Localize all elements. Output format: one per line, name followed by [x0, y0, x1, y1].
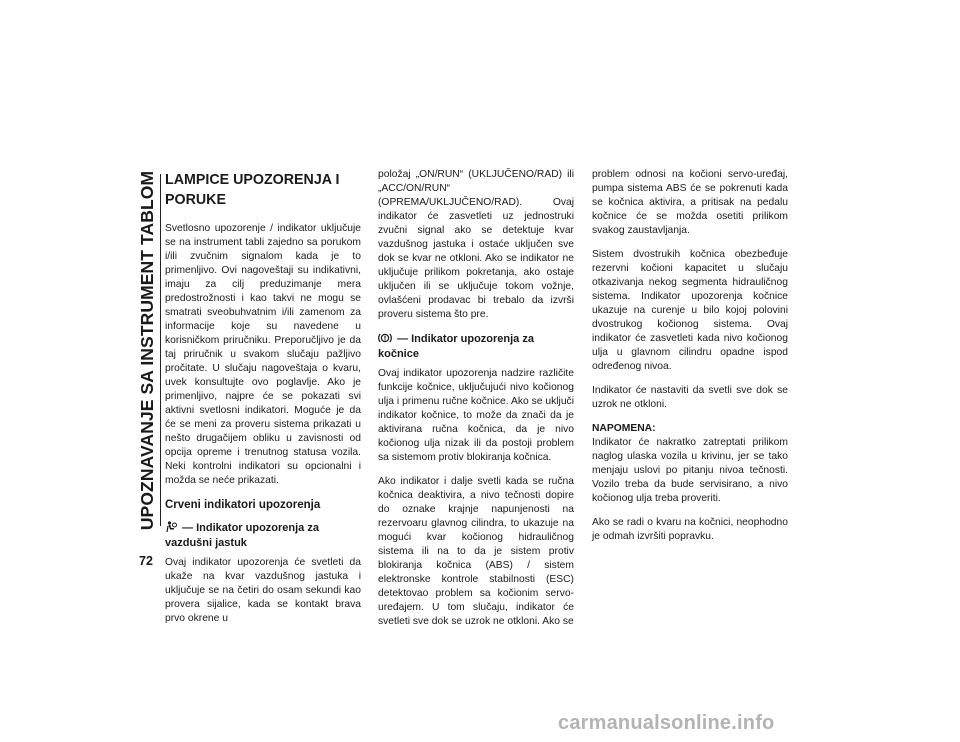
intro-paragraph: Svetlosno upozorenje / indikator uključuje se na instrument tabli zajedno sa porukom i/ili zvučnim signalom kada je to primenljivo. Ovi nagoveštaji su indikativni, imaju za cilj preduzimanje mera predostrožnosti i kao takvi ne mogu se smatrati sveobuhvatnim i/ili zamenom za informacije koje su navedene u korisničkom priručniku. Preporučljivo je da taj priručnik u svakom slučaju pažljivo pročitate. U slučaju nagoveštaja o kvaru, uvek konsultujte ovo poglavlje. Ako je primenljivo, najpre će se pokazati svi aktivni svetlosni indikatori. Moguće je da će se meni za proveru sistema prikazati u nešto drugačijem obliku u zavisnosti od opcija opreme i trenutnog statusa vozila. Neki kontrolni indikatori su opcionalni i možda se neće prikazati.: [165, 223, 361, 486]
column-1: [165, 168, 361, 636]
brake-indicator-heading: [378, 332, 574, 361]
main-heading: LAMPICE UPOZORENJA I PORUKE: [165, 171, 340, 208]
brake-warning-icon: [378, 332, 392, 344]
airbag-icon: [165, 521, 177, 533]
column-3: [592, 168, 788, 554]
watermark: carmanualsonline.info: [558, 712, 775, 734]
airbag-indicator-heading-text: — Indikator upozorenja za vazdušni jastuk: [165, 522, 319, 549]
repair-paragraph: Ako se radi o kvaru na kočnici, neophodno je odmah izvršiti popravku.: [592, 517, 788, 542]
red-indicators-heading: Crveni indikatori upozorenja: [165, 499, 321, 511]
airbag-continuation-paragraph: položaj „ON/RUN“ (UKLJUČENO/RAD) ili „ACC/ON/RUN“ (OPREMA/UKLJUČENO/RAD). Ovaj indikator će zasvetleti uz jednostruki zvučni signal ako se detektuje kvar vazdušnog jastuka i ostaće uključen sve dok se kvar ne otkloni. Ako se indikator ne uključuje prilikom pokretanja, ako ostaje uključen ili se uključuje tokom vožnje, ovlašćeni prodavac bi trebalo da izvrši proveru sistema što pre.: [378, 169, 574, 320]
note-block: [592, 422, 788, 506]
section-side-title: [136, 172, 160, 528]
section-side-title-text: UPOZNAVANJE SA INSTRUMENT TABLOM: [137, 170, 158, 530]
brake-paragraph-1: Ovaj indikator upozorenja nadzire različite funkcije kočnice, uključujući nivo kočionog ulja i primenu ručne kočnice. Ako se uključi indikator kočnice, to može da znači da je aktivirana ručna kočnica, da je nivo kočionog ulja nizak ili da postoji problem sa sistemom protiv blokiranja kočnica.: [378, 368, 574, 463]
brake-indicator-heading-text: — Indikator upozorenja za kočnice: [378, 333, 534, 360]
note-text: Indikator će nakratko zatreptati prilikom naglog ulaska vozila u krivinu, jer se tako menjaju uslovi po pitanju nivoa tečnosti. Vozilo treba da bude servisirano, a nivo kočionog ulja treba proveriti.: [592, 437, 788, 504]
airbag-indicator-heading: [165, 521, 361, 550]
side-divider: [160, 174, 161, 526]
note-label: NAPOMENA:: [592, 423, 656, 434]
column-2: [378, 168, 574, 639]
stay-on-paragraph: Indikator će nastaviti da svetli sve dok se uzrok ne otkloni.: [592, 385, 788, 410]
page-number: 72: [139, 554, 153, 568]
brake-paragraph-2: Ako indikator i dalje svetli kada se ručna kočnica deaktivira, a nivo tečnosti dopire do oznake krajnje napunjenosti na rezervoaru glavnog cilindra, to ukazuje na mogući kvar kočionog hidrauličnog sistema ili na to da je sistem protiv blokiranja kočnica (ABS) / sistem elektronske kontrole stabilnosti (ESC) detektovao problem sa kočionim servo-uređajem. U tom slučaju, indikator će svetleti sve dok se uzrok ne otkloni. Ako se: [378, 476, 574, 627]
dual-brake-paragraph: Sistem dvostrukih kočnica obezbeđuje rezervni kočioni kapacitet u slučaju otkazivanja nekog segmenta hidrauličnog sistema. Indikator upozorenja kočnice ukazuje na curenje u bilo kojoj polovini dvostrukog kočionog sistema. Ovaj indikator će zasvetleti kada nivo kočionog ulja u glavnom cilindru opadne ispod određenog nivoa.: [592, 249, 788, 372]
airbag-paragraph: Ovaj indikator upozorenja će svetleti da ukaže na kvar vazdušnog jastuka i uključuje se na četiri do osam sekundi kao provera sijalice, kada se kontakt brava prvo okrene u: [165, 557, 361, 624]
brake-continuation-paragraph: problem odnosi na kočioni servo-uređaj, pumpa sistema ABS će se pokrenuti kada se kočnica aktivira, a pritisak na pedalu kočnice će se možda osetiti prilikom svakog zaustavljanja.: [592, 169, 788, 236]
